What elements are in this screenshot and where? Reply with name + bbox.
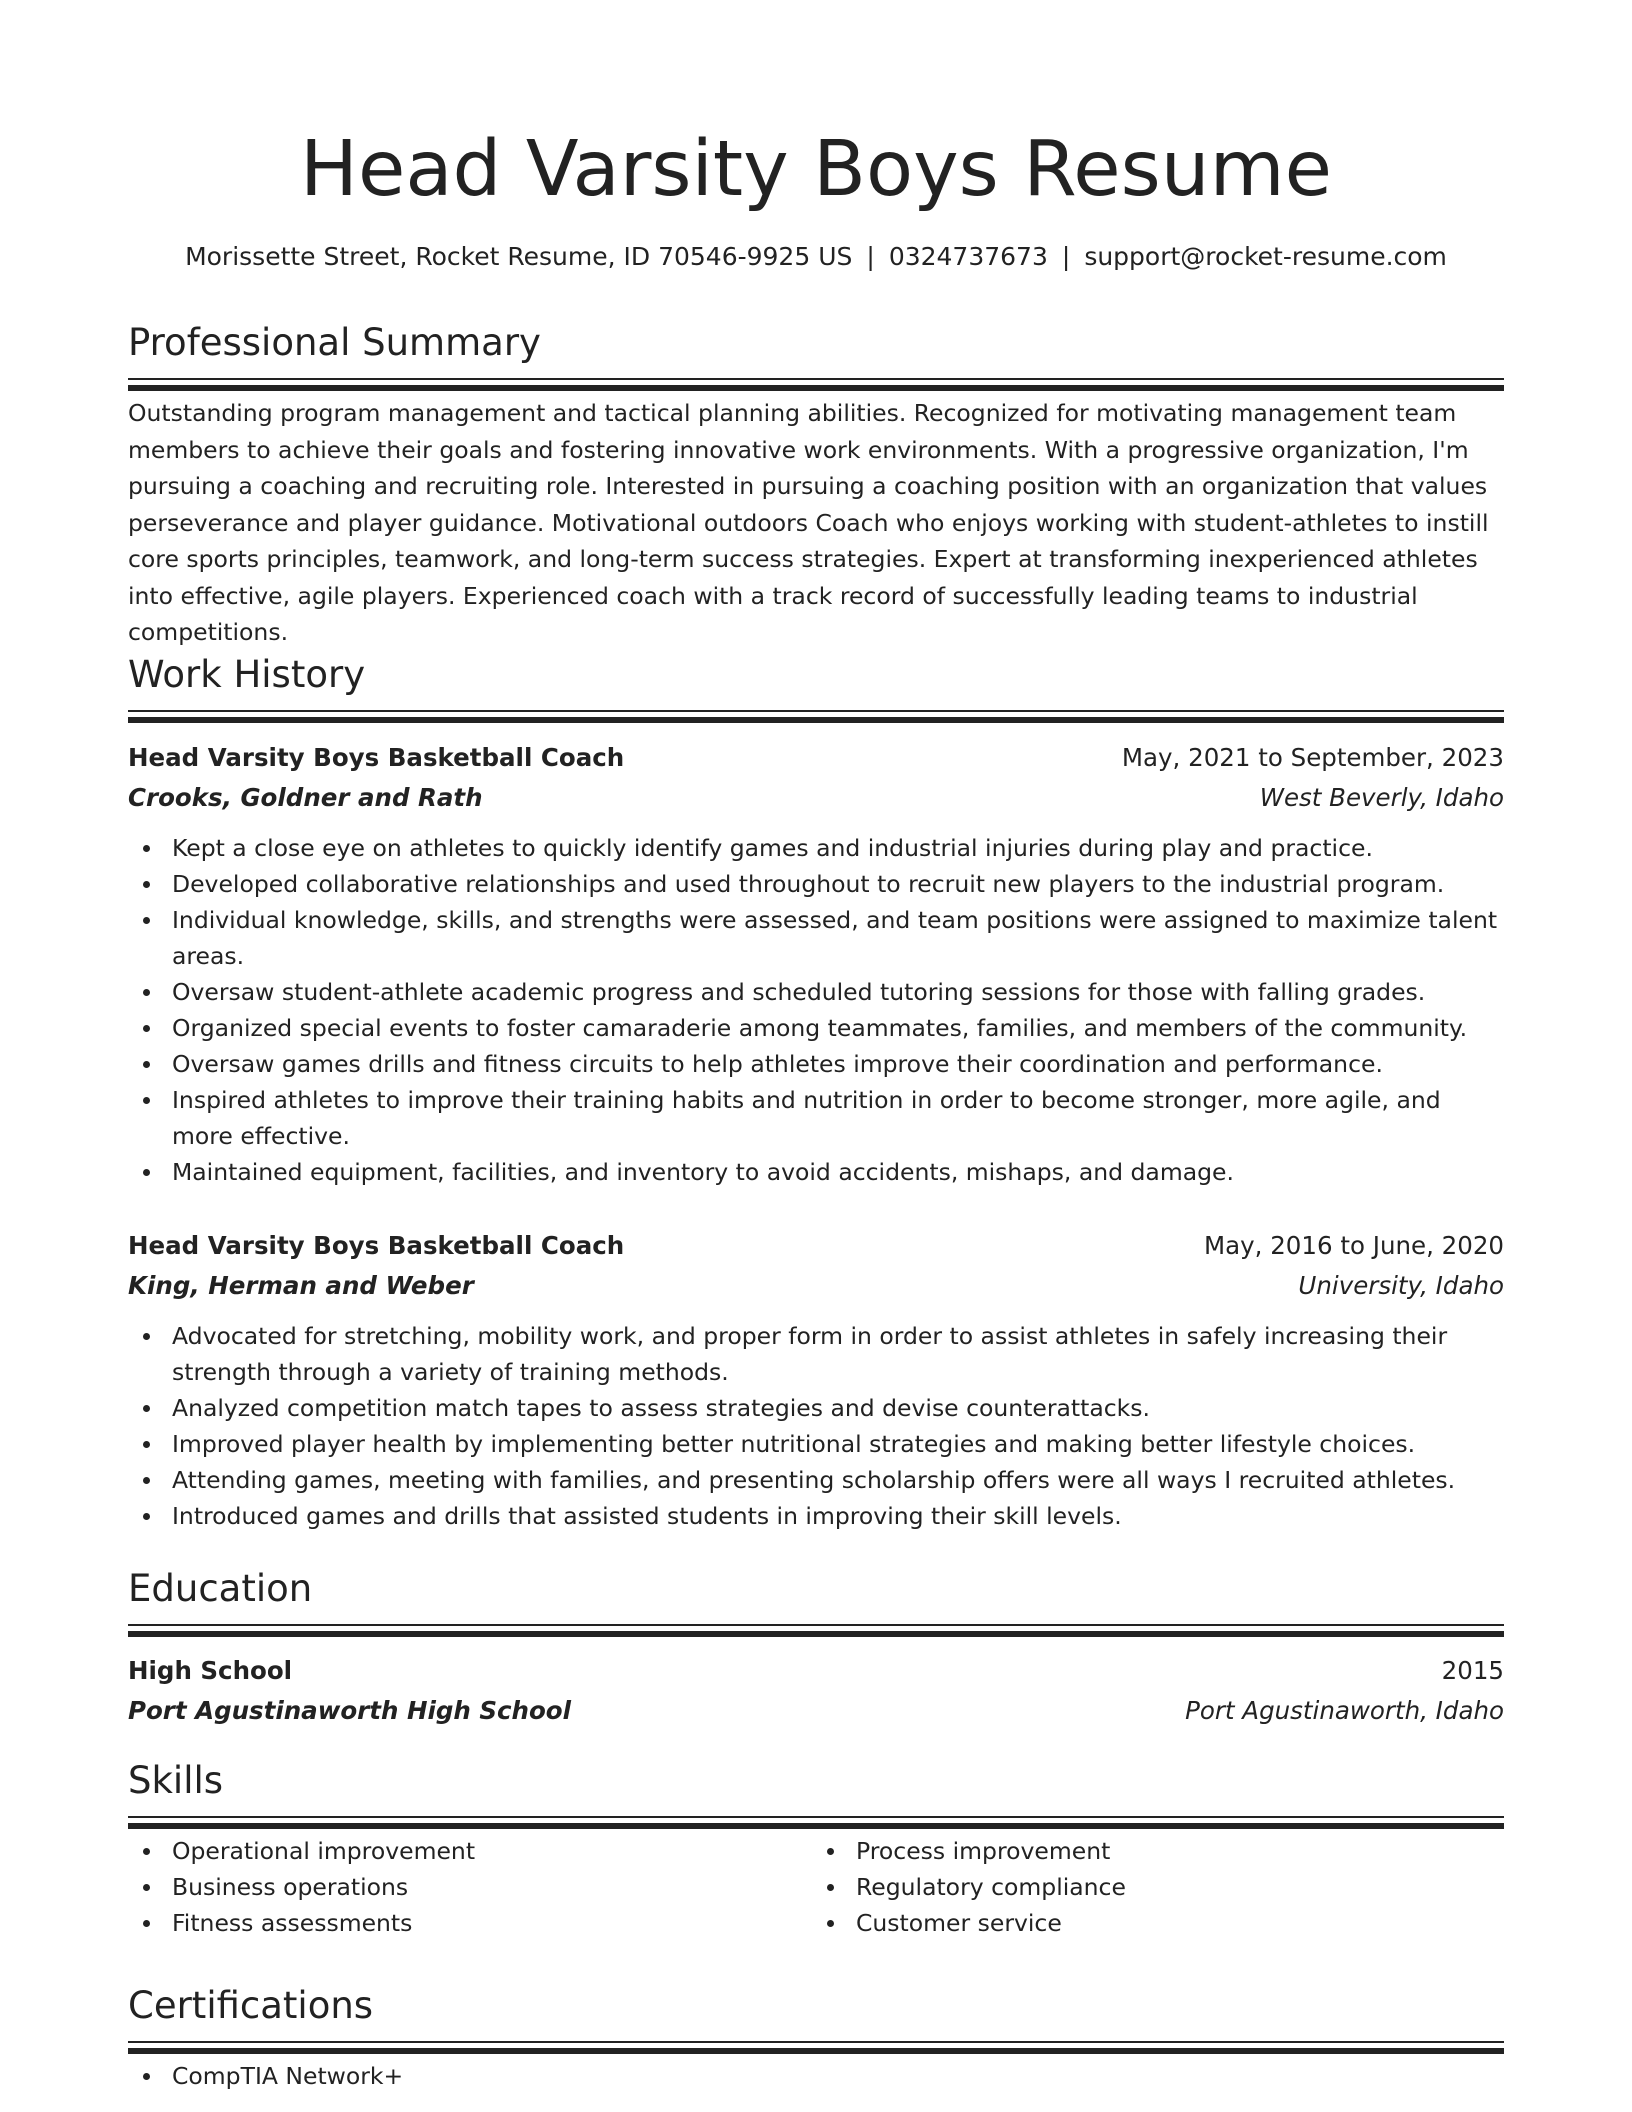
skill-item: Process improvement	[856, 1833, 1490, 1869]
certifications-list	[128, 2058, 1504, 2094]
education-school: Port Agustinaworth High School	[128, 1696, 572, 1725]
skills-section	[128, 1756, 1504, 1941]
job-company: Crooks, Goldner and Rath	[128, 783, 483, 812]
job-bullet: Oversaw games drills and fitness circuits to help athletes improve their coordination and performance.	[172, 1046, 1504, 1082]
skill-item: Regulatory compliance	[856, 1869, 1490, 1905]
skills-heading: Skills	[128, 1759, 224, 1802]
contact-separator: |	[866, 242, 875, 271]
contact-phone: 0324737673	[888, 242, 1048, 271]
job-dates: May, 2021 to September, 2023	[1121, 743, 1504, 772]
job-bullet: Oversaw student-athlete academic progress and scheduled tutoring sessions for those with falling grades.	[172, 974, 1504, 1010]
contact-line	[128, 240, 1504, 274]
section-divider	[128, 1624, 1504, 1626]
skill-item: Fitness assessments	[172, 1905, 806, 1941]
work-history-heading: Work History	[128, 653, 366, 696]
certifications-section	[128, 1981, 1504, 2094]
education-location: Port Agustinaworth, Idaho	[1185, 1696, 1504, 1725]
section-divider	[128, 710, 1504, 712]
job-location: University, Idaho	[1298, 1271, 1504, 1300]
job-bullet: Developed collaborative relationships and used throughout to recruit new players to the industrial program.	[172, 866, 1504, 902]
certification-item: CompTIA Network+	[172, 2058, 1504, 2094]
skills-list-right	[806, 1833, 1490, 1941]
job-entry	[128, 1226, 1504, 1534]
job-bullet: Analyzed competition match tapes to assess strategies and devise counterattacks.	[172, 1390, 1504, 1426]
skills-list-left	[128, 1833, 806, 1941]
job-bullet: Organized special events to foster camaraderie among teammates, families, and members of the community.	[172, 1010, 1504, 1046]
section-divider	[128, 378, 1504, 380]
job-bullet: Kept a close eye on athletes to quickly identify games and industrial injuries during play and practice.	[172, 830, 1504, 866]
job-bullet: Improved player health by implementing better nutritional strategies and making better lifestyle choices.	[172, 1426, 1504, 1462]
contact-email: support@rocket-resume.com	[1084, 242, 1447, 271]
contact-separator: |	[1061, 242, 1071, 271]
education-section	[128, 1564, 1504, 1626]
summary-text: Outstanding program management and tactical planning abilities. Recognized for motivating management team members to achieve their goals and fostering innovative work environments. With a progressive organization, I'm pursuing a coaching and recruiting role. Interested in pursuing a coaching position with an organization that values perseverance and player guidance. Motivational outdoors Coach who enjoys working with student-athletes to instill core sports principles, teamwork, and long-term success strategies. Expert at transforming inexperienced athletes into effective, agile players. Experienced coach with a track record of successfully leading teams to industrial competitions.	[128, 399, 1489, 646]
job-bullet: Introduced games and drills that assisted students in improving their skill levels.	[172, 1498, 1504, 1534]
job-company: King, Herman and Weber	[128, 1271, 474, 1300]
education-heading: Education	[128, 1567, 313, 1610]
job-bullet: Individual knowledge, skills, and strengths were assessed, and team positions were assigned to maximize talent areas.	[172, 902, 1504, 974]
section-divider	[128, 2041, 1504, 2043]
skill-item: Operational improvement	[172, 1833, 806, 1869]
job-bullet: Maintained equipment, facilities, and inventory to avoid accidents, mishaps, and damage.	[172, 1154, 1504, 1190]
job-entry	[128, 738, 1504, 1190]
job-title: Head Varsity Boys Basketball Coach	[128, 1231, 625, 1260]
skill-item: Business operations	[172, 1869, 806, 1905]
job-bullet: Advocated for stretching, mobility work, and proper form in order to assist athletes in safely increasing their strength through a variety of training methods.	[172, 1318, 1504, 1390]
resume-title: Head Varsity Boys Resume	[300, 125, 1332, 214]
summary-heading: Professional Summary	[128, 321, 541, 364]
job-bullet: Inspired athletes to improve their training habits and nutrition in order to become stronger, more agile, and more effective.	[172, 1082, 1504, 1154]
education-degree: High School	[128, 1656, 293, 1685]
skills-grid	[128, 1833, 1504, 1941]
job-dates: May, 2016 to June, 2020	[1203, 1231, 1504, 1260]
education-entry	[128, 1651, 1504, 1731]
job-location: West Beverly, Idaho	[1259, 783, 1504, 812]
work-history-section	[128, 650, 1504, 712]
summary-section	[128, 318, 1504, 651]
contact-address: Morissette Street, Rocket Resume, ID 70546-9925 US	[185, 242, 853, 271]
section-divider	[128, 1816, 1504, 1818]
skill-item: Customer service	[856, 1905, 1490, 1941]
certifications-heading: Certifications	[128, 1984, 374, 2027]
education-year: 2015	[1441, 1656, 1504, 1685]
job-bullet: Attending games, meeting with families, and presenting scholarship offers were all ways I recruited athletes.	[172, 1462, 1504, 1498]
job-bullets	[128, 1318, 1504, 1534]
job-bullets	[128, 830, 1504, 1190]
job-title: Head Varsity Boys Basketball Coach	[128, 743, 625, 772]
